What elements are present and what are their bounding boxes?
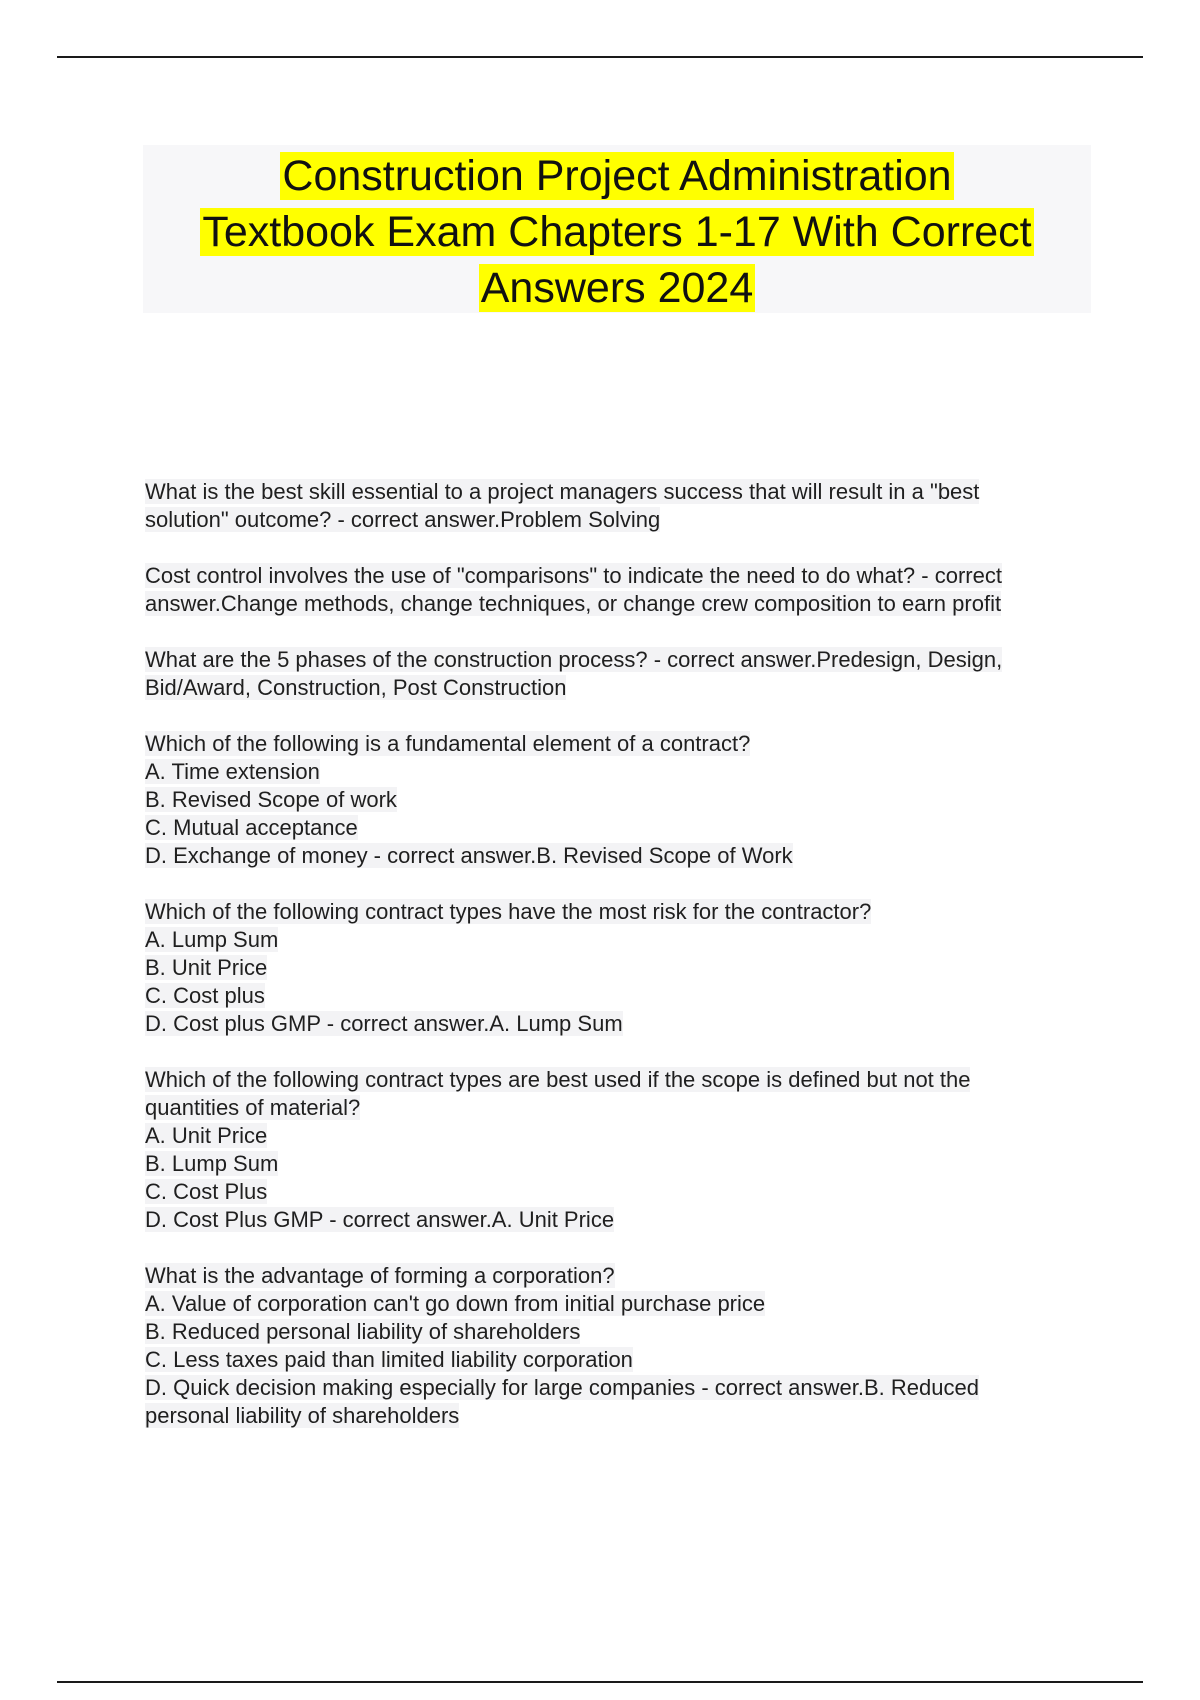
qa-entry <box>145 646 1095 702</box>
qa-entry <box>145 898 1095 1038</box>
qa-line: B. Unit Price <box>145 955 268 980</box>
qa-line: D. Exchange of money - correct answer.B. Revised Scope of Work <box>145 843 793 868</box>
qa-line: What is the advantage of forming a corporation? <box>145 1263 615 1288</box>
qa-list <box>145 478 1095 1458</box>
qa-line: B. Revised Scope of work <box>145 787 397 812</box>
qa-line: answer.Change methods, change techniques, or change crew composition to earn profit <box>145 591 1002 616</box>
qa-entry <box>145 478 1095 534</box>
qa-line: solution" outcome? - correct answer.Problem Solving <box>145 507 661 532</box>
qa-line: C. Mutual acceptance <box>145 815 358 840</box>
title-block <box>143 145 1091 313</box>
document-title <box>143 148 1091 316</box>
qa-line: personal liability of shareholders <box>145 1403 460 1428</box>
qa-line: Which of the following contract types are best used if the scope is defined but not the <box>145 1067 971 1092</box>
qa-line: A. Value of corporation can't go down from initial purchase price <box>145 1291 766 1316</box>
qa-line: D. Cost plus GMP - correct answer.A. Lump Sum <box>145 1011 623 1036</box>
qa-line: A. Lump Sum <box>145 927 279 952</box>
top-rule <box>57 56 1143 58</box>
qa-line: C. Less taxes paid than limited liability corporation <box>145 1347 633 1372</box>
qa-entry <box>145 1262 1095 1430</box>
qa-line: Which of the following is a fundamental element of a contract? <box>145 731 751 756</box>
title-line: Answers 2024 <box>480 264 754 312</box>
qa-line: What is the best skill essential to a project managers success that will result in a "best <box>145 479 980 504</box>
qa-line: D. Quick decision making especially for large companies - correct answer.B. Reduced <box>145 1375 979 1400</box>
qa-line: What are the 5 phases of the construction process? - correct answer.Predesign, Design, <box>145 647 1003 672</box>
qa-entry <box>145 730 1095 870</box>
qa-line: C. Cost Plus <box>145 1179 268 1204</box>
qa-entry <box>145 562 1095 618</box>
qa-entry <box>145 1066 1095 1234</box>
qa-line: C. Cost plus <box>145 983 265 1008</box>
title-line: Textbook Exam Chapters 1-17 With Correct <box>202 208 1032 256</box>
qa-line: Which of the following contract types have the most risk for the contractor? <box>145 899 872 924</box>
qa-line: D. Cost Plus GMP - correct answer.A. Unit Price <box>145 1207 615 1232</box>
qa-line: quantities of material? <box>145 1095 361 1120</box>
qa-line: B. Reduced personal liability of shareholders <box>145 1319 581 1344</box>
qa-line: Bid/Award, Construction, Post Construction <box>145 675 567 700</box>
qa-line: A. Unit Price <box>145 1123 268 1148</box>
qa-line: A. Time extension <box>145 759 320 784</box>
title-line: Construction Project Administration <box>282 152 952 200</box>
qa-line: B. Lump Sum <box>145 1151 279 1176</box>
qa-line: Cost control involves the use of "comparisons" to indicate the need to do what? - correct <box>145 563 1002 588</box>
bottom-rule <box>57 1681 1143 1683</box>
